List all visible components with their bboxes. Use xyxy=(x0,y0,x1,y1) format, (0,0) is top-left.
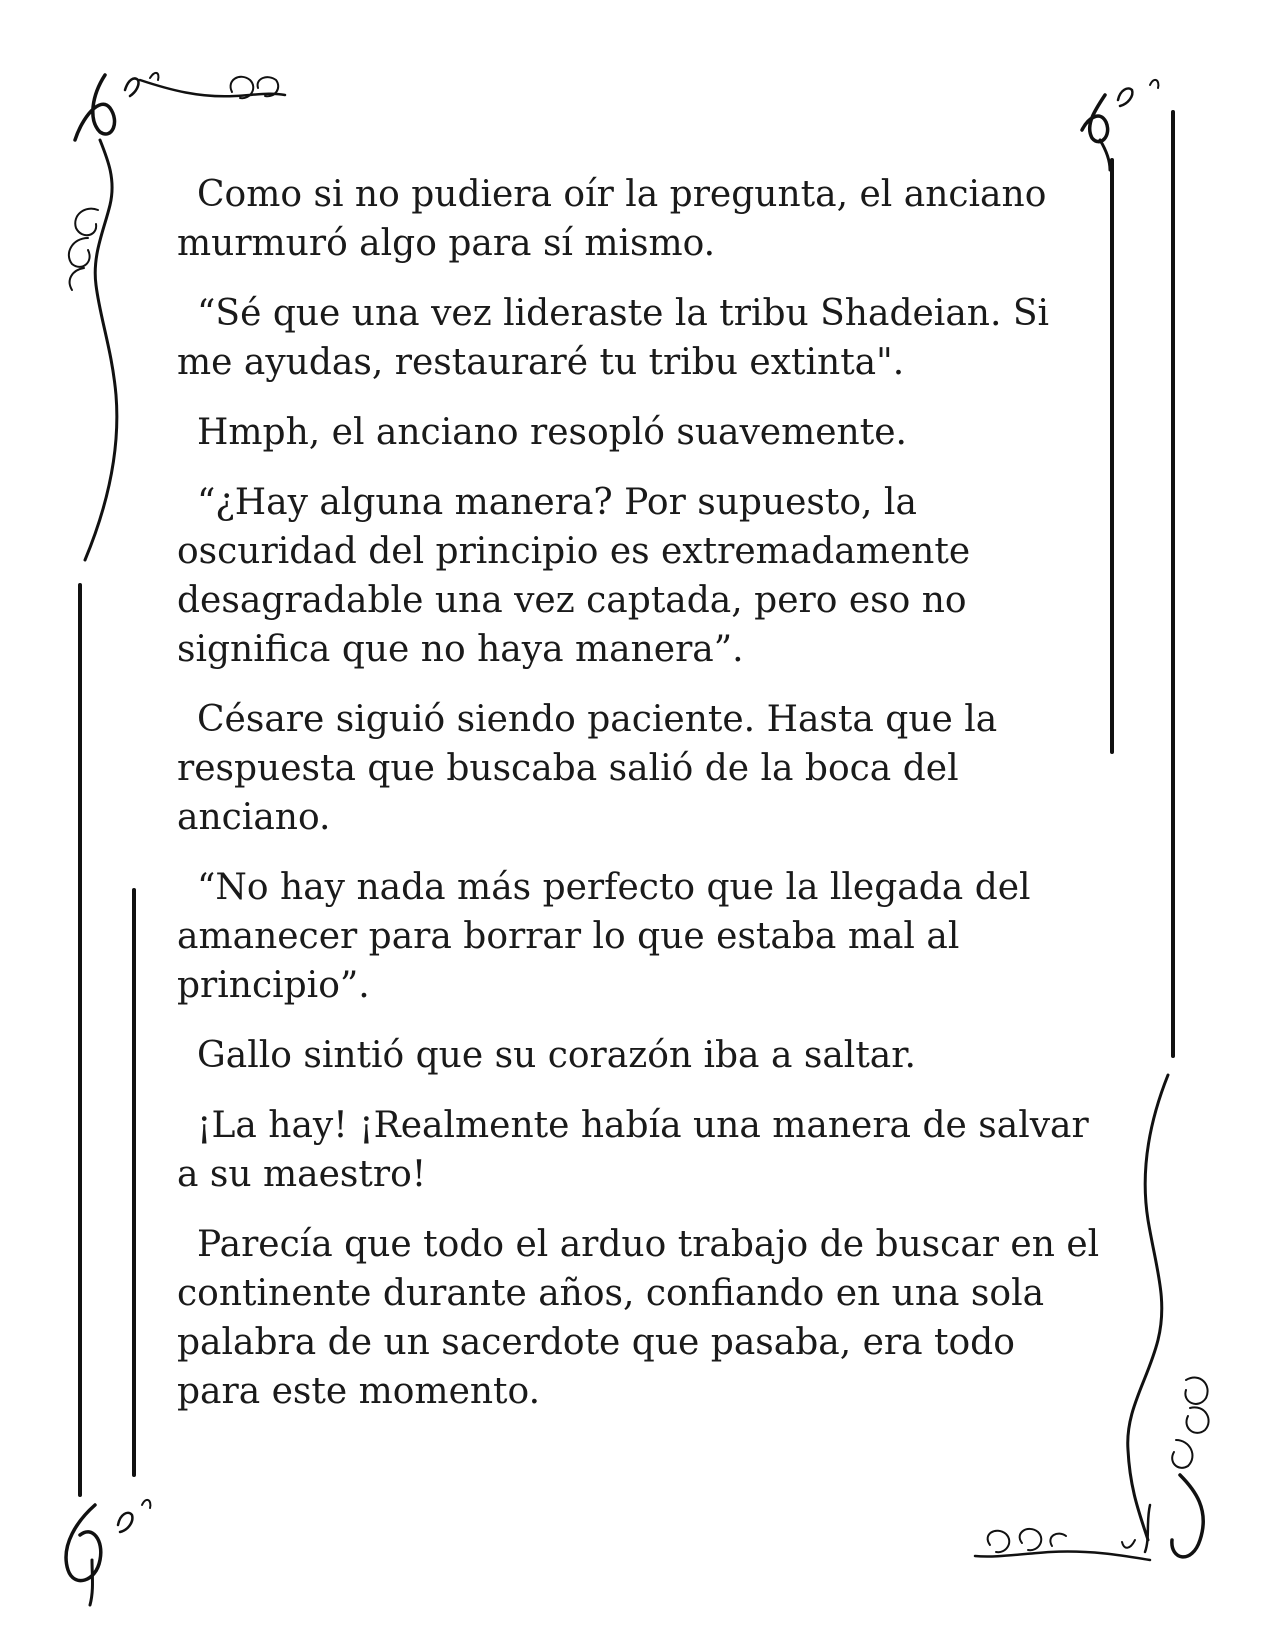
paragraph-9: Parecía que todo el arduo trabajo de buscar en el continente durante años, confiando en una sola palabra de un sacerdote que pasaba, era todo para este momento. xyxy=(177,1224,1100,1412)
paragraph-4: “¿Hay alguna manera? Por supuesto, la oscuridad del principio es extremadamente desagradable una vez captada, pero eso no significa que no haya manera”. xyxy=(177,482,971,670)
bottom-left-flourish xyxy=(66,1500,150,1605)
paragraph-6: “No hay nada más perfecto que la llegada del amanecer para borrar lo que estaba mal al principio”. xyxy=(177,867,1031,1006)
paragraph-7: Gallo sintió que su corazón iba a saltar. xyxy=(197,1035,916,1076)
paragraph-8: ¡La hay! ¡Realmente había una manera de salvar a su maestro! xyxy=(177,1105,1089,1195)
document-body xyxy=(177,170,1102,1437)
paragraph-1: Como si no pudiera oír la pregunta, el anciano murmuró algo para sí mismo. xyxy=(177,174,1047,264)
paragraph-3: Hmph, el anciano resopló suavemente. xyxy=(197,412,907,453)
paragraph-2: “Sé que una vez lideraste la tribu Shadeian. Si me ayudas, restauraré tu tribu extinta". xyxy=(177,293,1050,383)
top-right-flourish xyxy=(1082,80,1158,170)
paragraph-5: Césare siguió siendo paciente. Hasta que la respuesta que buscaba salió de la boca del anciano. xyxy=(177,699,998,838)
